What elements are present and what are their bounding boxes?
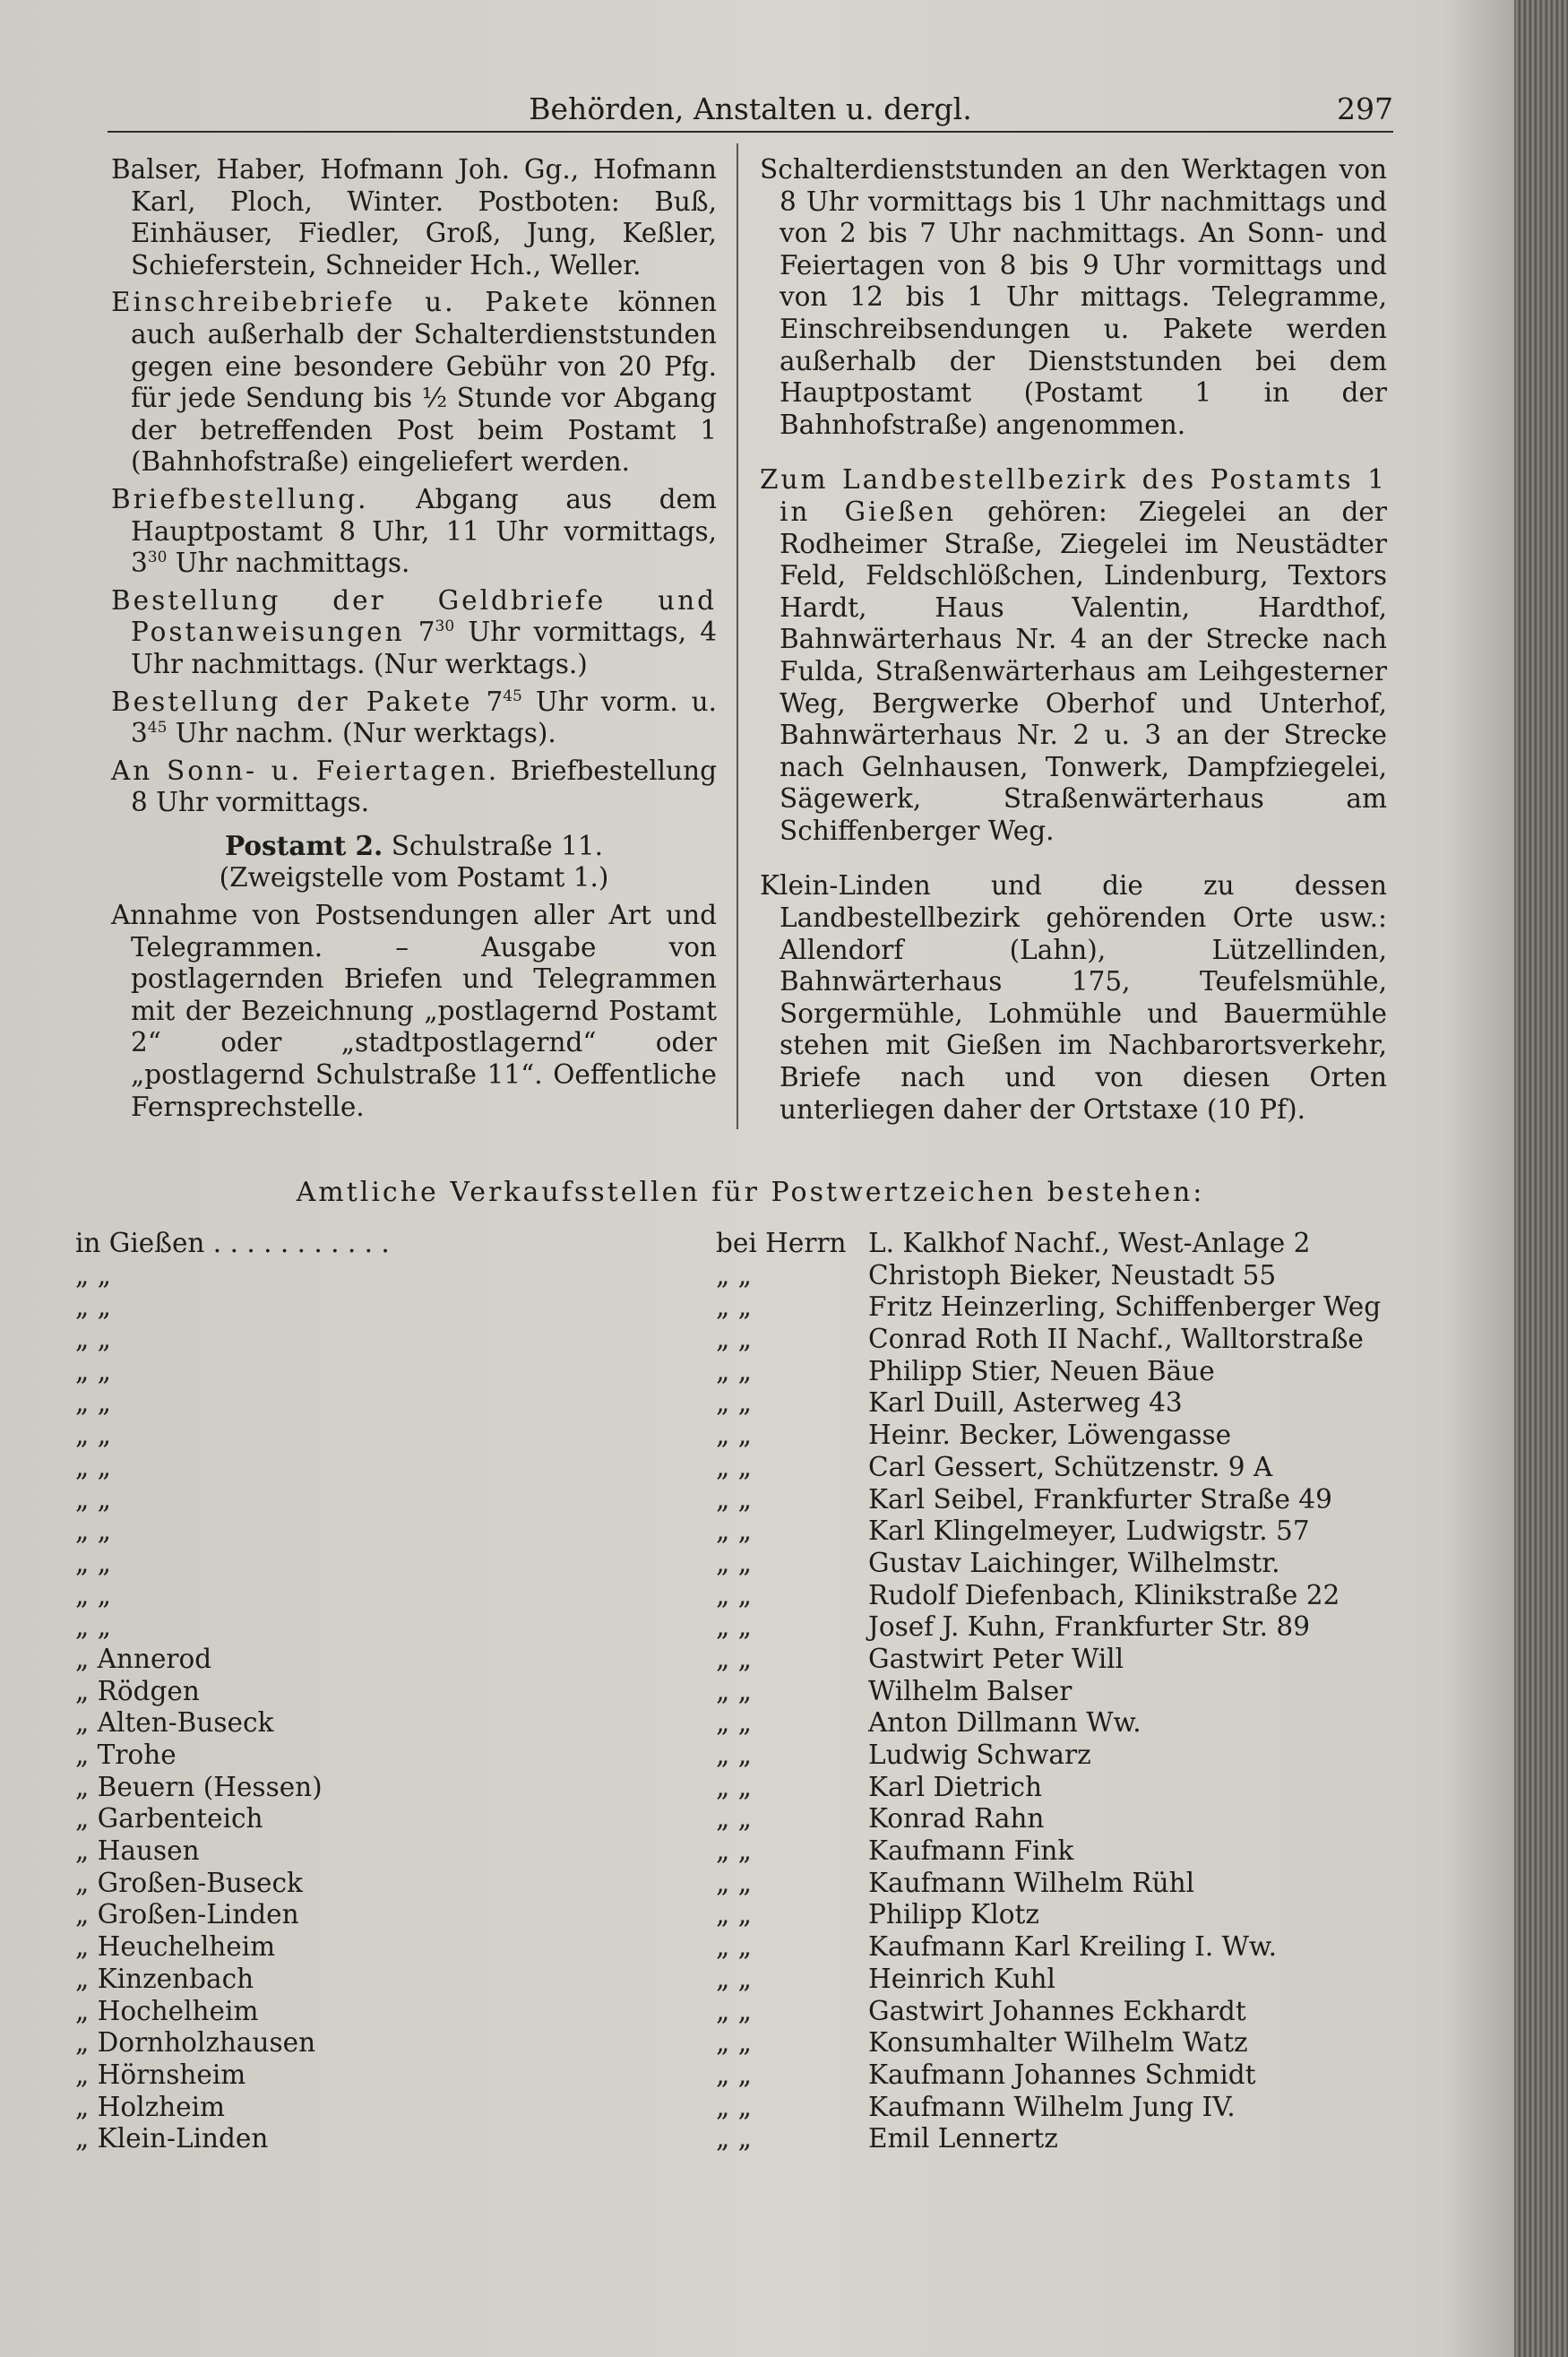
list-item <box>75 1356 1401 1388</box>
lead-briefbestellung: Briefbestellung. <box>111 483 369 514</box>
place-cell: „ Großen-Buseck <box>75 1867 303 1898</box>
list-item <box>75 1899 1401 1931</box>
place-cell: „ Dornholzhausen <box>75 2027 316 2059</box>
lead-geldbriefe: Bestellung der Geldbriefe und Postanweisungen <box>111 584 717 648</box>
page-edge <box>1514 0 1568 2357</box>
bei-cell: „ „ <box>716 1451 752 1482</box>
place-cell: „ Hochelheim <box>75 1995 259 2026</box>
bei-cell: „ „ <box>716 1707 752 1739</box>
list-item <box>75 2059 1401 2092</box>
name-cell: Carl Gessert, Schützenstr. 9 A <box>868 1451 1273 1482</box>
time-superscript: 30 <box>435 617 455 636</box>
bei-cell: „ „ <box>716 1291 752 1323</box>
name-cell: Conrad Roth II Nachf., Walltorstraße <box>868 1324 1364 1355</box>
bei-cell: „ „ <box>716 1931 752 1963</box>
bei-cell: „ „ <box>716 1324 752 1355</box>
name-cell: Gastwirt Peter Will <box>868 1643 1124 1674</box>
list-item <box>75 1868 1401 1900</box>
place-cell: „ Trohe <box>75 1740 177 1770</box>
paragraph-staff: Balser, Haber, Hofmann Joh. Gg., Hofmann Karl, Ploch, Winter. Postboten: Buß, Einhäuser, Fiedler, Groß, Jung, Keßler, Schieferstein, Schneider Hch., Weller. <box>111 154 717 281</box>
bei-cell: „ „ <box>716 1420 752 1451</box>
paragraph-pakete <box>111 686 717 750</box>
list-item <box>75 1644 1401 1676</box>
place-cell: „ „ <box>75 1451 111 1482</box>
list-item <box>75 1228 1401 1260</box>
bei-cell: „ „ <box>716 1867 752 1898</box>
place-cell: „ Hausen <box>75 1835 200 1867</box>
text-einschreibebriefe: können auch außerhalb der Schalterdienststunden gegen eine besondere Gebühr von 20 Pfg. für jede Sendung bis ½ Stunde vor Abgang der betreffenden Post beim Postamt 1 (Bahnhofstraße) eingeliefert werden. <box>131 287 717 478</box>
header-title: Behörden, Anstalten u. dergl. <box>529 91 972 126</box>
time-superscript: 45 <box>503 686 522 705</box>
verkaufsstellen-heading: Amtliche Verkaufsstellen für Postwertzeichen bestehen: <box>296 1177 1205 1208</box>
bei-cell: „ „ <box>716 2123 752 2154</box>
bei-cell: „ „ <box>716 1835 752 1867</box>
list-item <box>75 1484 1401 1516</box>
place-cell: „ Annerod <box>75 1643 212 1674</box>
list-item <box>75 1964 1401 1996</box>
list-item <box>75 1611 1401 1644</box>
bei-cell: „ „ <box>716 2027 752 2059</box>
list-item <box>75 2027 1401 2059</box>
place-cell: „ „ <box>75 1355 111 1386</box>
left-column <box>111 154 717 1128</box>
paragraph-briefbestellung <box>111 484 717 580</box>
name-cell: Philipp Stier, Neuen Bäue <box>868 1355 1215 1386</box>
place-cell: „ „ <box>75 1324 111 1355</box>
name-cell: Kaufmann Wilhelm Rühl <box>868 1867 1195 1898</box>
list-item <box>75 1803 1401 1835</box>
postamt2-subtitle: (Zweigstelle vom Postamt 1.) <box>219 862 609 894</box>
list-item <box>75 2092 1401 2124</box>
paragraph-klein-linden: Klein-Linden und die zu dessen Landbestellbezirk gehörenden Orte usw.: Allendorf (Lahn), Lützellinden, Bahnwärterhaus 175, Teufelsmühle, Sorgermühle, Lohmühle und Bauermühle stehen mit Gießen im Nachbarortsverkehr, Briefe nach und von diesen Orten unterliegen daher der Ortstaxe (10 Pf). <box>760 870 1387 1125</box>
text-pakete-tail: Uhr nachm. (Nur werktags). <box>167 718 556 749</box>
place-cell: „ „ <box>75 1291 111 1323</box>
paragraph-einschreibebriefe <box>111 287 717 479</box>
name-cell: Konrad Rahn <box>868 1803 1045 1835</box>
paragraph-annahme: Annahme von Postsendungen aller Art und Telegrammen. – Ausgabe von postlagernden Briefen und Telegrammen mit der Bezeichnung „postlagernd Postamt 2“ oder „stadtpostlagernd“ oder „postlagernd Schulstraße 11“. Oeffentliche Fernsprechstelle. <box>111 900 717 1122</box>
list-item <box>75 1515 1401 1548</box>
name-cell: Rudolf Diefenbach, Klinikstraße 22 <box>868 1579 1340 1610</box>
place-cell: „ Rödgen <box>75 1675 200 1706</box>
place-cell: „ „ <box>75 1483 111 1515</box>
text-geldbriefe-tail: Uhr vormittags, 4 Uhr nachmittags. (Nur werktags.) <box>131 617 717 679</box>
name-cell: Konsumhalter Wilhelm Watz <box>868 2027 1248 2059</box>
list-item <box>75 1260 1401 1292</box>
name-cell: Anton Dillmann Ww. <box>868 1707 1142 1739</box>
list-item <box>75 1324 1401 1356</box>
name-cell: Karl Duill, Asterweg 43 <box>868 1387 1183 1419</box>
list-item <box>75 1707 1401 1740</box>
time-superscript: 45 <box>147 719 168 738</box>
bei-cell: bei Herrn <box>716 1228 847 1258</box>
bei-cell: „ „ <box>716 1515 752 1547</box>
text-pakete: 7 <box>472 686 504 717</box>
page-number: 297 <box>1337 91 1393 126</box>
list-item <box>75 1452 1401 1484</box>
place-cell: „ Heuchelheim <box>75 1931 276 1963</box>
place-cell: „ Alten-Buseck <box>75 1707 274 1739</box>
place-cell: „ Holzheim <box>75 2091 225 2122</box>
place-cell: „ Klein-Linden <box>75 2123 269 2154</box>
bei-cell: „ „ <box>716 1675 752 1706</box>
list-item <box>75 1740 1401 1772</box>
list-item <box>75 2123 1401 2155</box>
bei-cell: „ „ <box>716 1963 752 1994</box>
text-pakete-mid: Uhr vorm. u. 3 <box>131 686 717 749</box>
place-cell: „ „ <box>75 1515 111 1547</box>
lead-sonntage: An Sonn- u. Feiertagen. <box>111 755 500 786</box>
name-cell: Karl Seibel, Frankfurter Straße 49 <box>868 1483 1332 1515</box>
bei-cell: „ „ <box>716 1483 752 1515</box>
name-cell: Kaufmann Karl Kreiling I. Ww. <box>868 1931 1278 1963</box>
paragraph-schalterdienst: Schalterdienststunden an den Werktagen von 8 Uhr vormittags bis 1 Uhr nachmittags und von 2 bis 7 Uhr nachmittags. An Sonn- und Feiertagen von 8 bis 9 Uhr vormittags und von 12 bis 1 Uhr mittags. Telegramme, Einschreibsendungen u. Pakete werden außerhalb der Dienststunden bei dem Hauptpostamt (Postamt 1 in der Bahnhofstraße) angenommen. <box>760 154 1387 440</box>
list-item <box>75 1996 1401 2028</box>
place-cell: „ „ <box>75 1387 111 1419</box>
name-cell: Kaufmann Wilhelm Jung IV. <box>868 2091 1236 2122</box>
name-cell: L. Kalkhof Nachf., West-Anlage 2 <box>868 1228 1311 1258</box>
lead-einschreibebriefe: Einschreibebriefe u. Pakete <box>111 287 592 318</box>
bei-cell: „ „ <box>716 1611 752 1643</box>
bei-cell: „ „ <box>716 1355 752 1386</box>
place-cell: „ Beuern (Hessen) <box>75 1771 323 1802</box>
postamt2-heading <box>111 830 717 863</box>
bei-cell: „ „ <box>716 1740 752 1770</box>
name-cell: Kaufmann Johannes Schmidt <box>868 2059 1256 2090</box>
name-cell: Fritz Heinzerling, Schiffenberger Weg <box>868 1291 1382 1323</box>
bei-cell: „ „ <box>716 1387 752 1419</box>
lead-landbestellbezirk: Zum Landbestellbezirk des Postamts 1 in Gießen <box>760 464 1387 527</box>
name-cell: Heinr. Becker, Löwengasse <box>868 1420 1232 1451</box>
list-item <box>75 1676 1401 1708</box>
name-cell: Emil Lennertz <box>868 2123 1058 2154</box>
bei-cell: „ „ <box>716 1643 752 1674</box>
name-cell: Kaufmann Fink <box>868 1835 1074 1867</box>
name-cell: Gustav Laichinger, Wilhelmstr. <box>868 1547 1280 1578</box>
name-cell: Ludwig Schwarz <box>868 1740 1091 1770</box>
bei-cell: „ „ <box>716 2091 752 2122</box>
right-column <box>760 154 1387 1131</box>
paragraph-sonntage <box>111 755 717 819</box>
place-cell: „ „ <box>75 1547 111 1578</box>
name-cell: Josef J. Kuhn, Frankfurter Str. 89 <box>868 1611 1310 1643</box>
place-cell: in Gießen . . . . . . . . . . . <box>75 1228 390 1258</box>
list-item <box>75 1420 1401 1452</box>
lead-pakete: Bestellung der Pakete <box>111 686 473 717</box>
list-item <box>75 1931 1401 1964</box>
place-cell: „ „ <box>75 1611 111 1643</box>
verkaufsstellen-list <box>75 1228 1401 2155</box>
paragraph-geldbriefe <box>111 585 717 681</box>
postamt2-title: Postamt 2. <box>224 829 383 861</box>
name-cell: Karl Klingelmeyer, Ludwigstr. 57 <box>868 1515 1310 1547</box>
bei-cell: „ „ <box>716 1995 752 2026</box>
place-cell: „ Garbenteich <box>75 1803 263 1835</box>
running-header <box>108 91 1393 133</box>
name-cell: Karl Dietrich <box>868 1771 1042 1802</box>
text-geldbriefe: 7 <box>404 617 435 648</box>
bei-cell: „ „ <box>716 1771 752 1802</box>
name-cell: Philipp Klotz <box>868 1899 1039 1930</box>
time-superscript: 30 <box>147 548 168 567</box>
list-item <box>75 1580 1401 1612</box>
text-briefbestellung-tail: Uhr nachmittags. <box>167 548 410 579</box>
bei-cell: „ „ <box>716 1547 752 1578</box>
place-cell: „ Hörnsheim <box>75 2059 246 2090</box>
place-cell: „ „ <box>75 1259 111 1291</box>
bei-cell: „ „ <box>716 1259 752 1291</box>
list-item <box>75 1291 1401 1324</box>
list-item <box>75 1835 1401 1868</box>
postamt2-address: Schulstraße 11. <box>383 830 603 861</box>
place-cell: „ „ <box>75 1579 111 1610</box>
name-cell: Gastwirt Johannes Eckhardt <box>868 1995 1246 2026</box>
name-cell: Christoph Bieker, Neustadt 55 <box>868 1259 1277 1291</box>
place-cell: „ Kinzenbach <box>75 1963 254 1994</box>
list-item <box>75 1772 1401 1804</box>
text-briefbestellung: Abgang aus dem Hauptpostamt 8 Uhr, 11 Uhr vormittags, 3 <box>131 483 717 579</box>
bei-cell: „ „ <box>716 1899 752 1930</box>
list-item <box>75 1548 1401 1580</box>
text-sonntage: Briefbestellung 8 Uhr vormittags. <box>131 755 718 818</box>
column-separator <box>737 143 738 1129</box>
list-item <box>75 1387 1401 1420</box>
name-cell: Heinrich Kuhl <box>868 1963 1055 1994</box>
bei-cell: „ „ <box>716 2059 752 2090</box>
name-cell: Wilhelm Balser <box>868 1675 1073 1706</box>
bei-cell: „ „ <box>716 1803 752 1835</box>
place-cell: „ Großen-Linden <box>75 1899 299 1930</box>
header-rule <box>108 131 1393 133</box>
text-landbestellbezirk: gehören: Ziegelei an der Rodheimer Straße, Ziegelei im Neustädter Feld, Feldschlößchen, Lindenburg, Textors Hardt, Haus Valentin, Hardthof, Bahnwärterhaus Nr. 4 an der Strecke nach Fulda, Straßenwärterhaus am Leihgesterner Weg, Bergwerke Oberhof und Unterhof, Bahnwärterhaus Nr. 2 u. 3 an der Strecke nach Gelnhausen, Tonwerk, Dampfziegelei, Sägewerk, Straßenwärterhaus am Schiffenberger Weg. <box>780 496 1387 846</box>
place-cell: „ „ <box>75 1420 111 1451</box>
paragraph-landbestellbezirk <box>760 464 1387 847</box>
bei-cell: „ „ <box>716 1579 752 1610</box>
